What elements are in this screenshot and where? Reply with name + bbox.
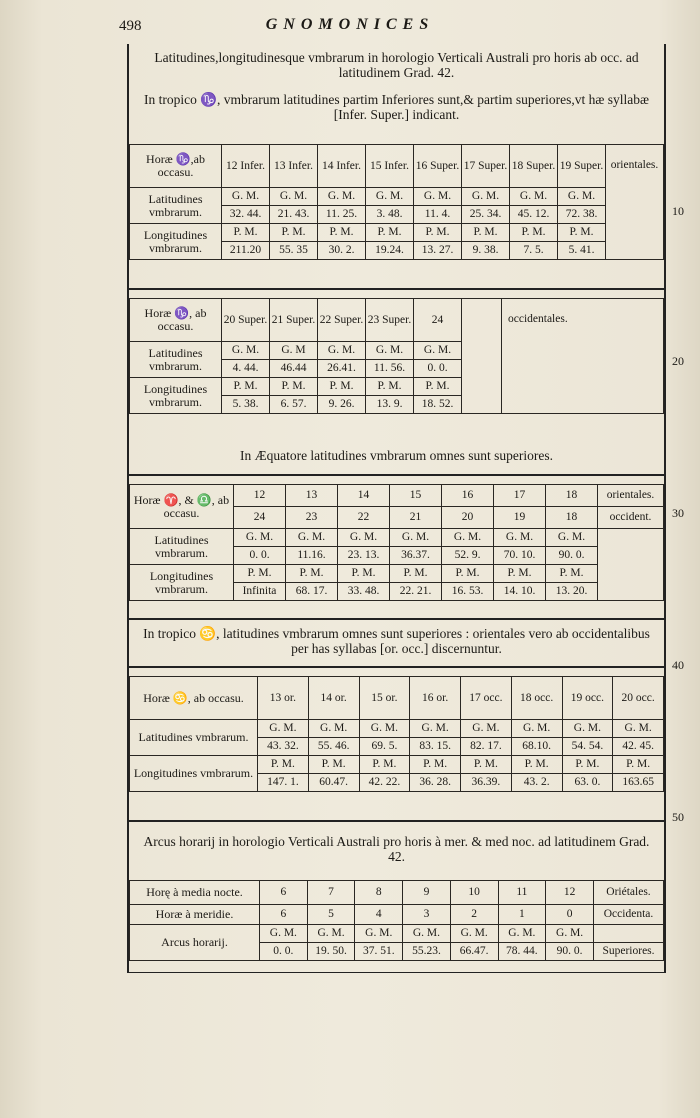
page-number: 498 xyxy=(119,18,142,34)
value-cell: 37. 51. xyxy=(355,943,403,961)
value-cell: 26.41. xyxy=(318,360,366,378)
unit-cell: G. M. xyxy=(318,342,366,360)
value-cell: 14. 10. xyxy=(494,583,546,601)
hour-cell: 14 xyxy=(338,485,390,507)
value-cell: 70. 10. xyxy=(494,547,546,565)
unit-cell: G. M. xyxy=(366,188,414,206)
value-cell: 68.10. xyxy=(511,738,562,756)
caption-3: In tropico ♋, latitudines vmbrarum omnes sunt superiores : orientales vero ab occidentalibus per has syllabas [or. occ.] discernuntur. xyxy=(143,626,650,656)
value-cell: 11. 56. xyxy=(366,360,414,378)
side-label: occidentales. xyxy=(502,299,664,414)
value-cell: 72. 38. xyxy=(558,206,606,224)
margin-number: 50 xyxy=(672,810,684,824)
hour-cell: 16 Super. xyxy=(414,145,462,188)
unit-cell: G. M. xyxy=(286,529,338,547)
hour-cell: 22 xyxy=(338,507,390,529)
row-label: Horæ ♑, ab occasu. xyxy=(130,299,222,342)
divider xyxy=(129,820,664,822)
hour-cell: 14 or. xyxy=(308,677,359,720)
hour-cell: 13 xyxy=(286,485,338,507)
running-head: GNOMONICES xyxy=(265,16,435,33)
hour-cell: 19 Super. xyxy=(558,145,606,188)
hour-cell: 9 xyxy=(403,881,451,905)
row-label: Longitudines vmbrarum. xyxy=(130,756,258,792)
table-row xyxy=(130,529,664,547)
unit-cell: P. M. xyxy=(286,565,338,583)
header-row xyxy=(130,677,664,720)
value-cell: 63. 0. xyxy=(562,774,613,792)
hour-cell: 21 xyxy=(390,507,442,529)
empty-cell xyxy=(462,299,502,414)
margin-number: 30 xyxy=(672,506,684,520)
value-cell: 0. 0. xyxy=(260,943,308,961)
value-cell: 13. 27. xyxy=(414,242,462,260)
value-cell: 55. 46. xyxy=(308,738,359,756)
value-cell: 42. 22. xyxy=(359,774,410,792)
hour-cell: 12 xyxy=(546,881,594,905)
table-capricorn-2 xyxy=(129,298,664,414)
unit-cell: P. M. xyxy=(558,224,606,242)
unit-cell: G. M. xyxy=(234,529,286,547)
unit-cell: P. M. xyxy=(442,565,494,583)
table-capricorn-1 xyxy=(129,144,664,260)
unit-cell: G. M. xyxy=(494,529,546,547)
hour-cell: 20 Super. xyxy=(222,299,270,342)
unit-cell: G. M. xyxy=(308,720,359,738)
value-cell: 7. 5. xyxy=(510,242,558,260)
header-row xyxy=(130,299,664,342)
unit-cell: G. M. xyxy=(410,720,461,738)
row-label: Latitudines vmbrarum. xyxy=(130,720,258,756)
unit-cell: P. M. xyxy=(359,756,410,774)
hour-cell: 24 xyxy=(414,299,462,342)
hour-cell: 15 xyxy=(390,485,442,507)
unit-cell: P. M. xyxy=(511,756,562,774)
unit-cell: P. M. xyxy=(222,224,270,242)
unit-cell: P. M. xyxy=(366,224,414,242)
value-cell: 42. 45. xyxy=(613,738,664,756)
hour-cell: 19 xyxy=(494,507,546,529)
value-cell: 32. 44. xyxy=(222,206,270,224)
divider xyxy=(129,474,664,476)
unit-cell: G. M. xyxy=(222,342,270,360)
value-cell: 78. 44. xyxy=(498,943,546,961)
hour-cell: 17 Super. xyxy=(462,145,510,188)
hour-cell: 15 or. xyxy=(359,677,410,720)
row-label: Horæ ♈, & ♎, ab occasu. xyxy=(130,485,234,529)
hour-cell: 18 xyxy=(546,507,598,529)
hour-cell: 6 xyxy=(260,905,308,925)
value-cell: 25. 34. xyxy=(462,206,510,224)
unit-cell: P. M. xyxy=(390,565,442,583)
value-cell: 45. 12. xyxy=(510,206,558,224)
value-cell: 18. 52. xyxy=(414,396,462,414)
value-cell: 11. 4. xyxy=(414,206,462,224)
unit-cell: P. M. xyxy=(546,565,598,583)
hour-cell: 8 xyxy=(355,881,403,905)
unit-cell: P. M. xyxy=(462,224,510,242)
table-row xyxy=(130,565,664,583)
hour-cell: 21 Super. xyxy=(270,299,318,342)
header-row xyxy=(130,485,664,507)
value-cell: 82. 17. xyxy=(461,738,512,756)
margin-number: 20 xyxy=(672,354,684,368)
table-row xyxy=(130,224,664,242)
value-cell: 36.39. xyxy=(461,774,512,792)
hour-cell: 7 xyxy=(307,881,355,905)
hour-cell: 16 or. xyxy=(410,677,461,720)
value-cell: 11. 25. xyxy=(318,206,366,224)
row-label: Longitudines vmbrarum. xyxy=(130,378,222,414)
row-label: Latitudines vmbrarum. xyxy=(130,529,234,565)
unit-cell: P. M. xyxy=(234,565,286,583)
value-cell: 11.16. xyxy=(286,547,338,565)
unit-cell: G. M. xyxy=(359,720,410,738)
divider xyxy=(129,618,664,620)
empty-cell xyxy=(598,529,664,601)
caption-2: In Æquatore latitudines vmbrarum omnes sunt superiores. xyxy=(239,448,554,463)
hour-cell: 18 xyxy=(546,485,598,507)
value-cell: 13. 9. xyxy=(366,396,414,414)
hour-cell: 16 xyxy=(442,485,494,507)
hour-cell: 19 occ. xyxy=(562,677,613,720)
margin-number: 10 xyxy=(672,204,684,218)
unit-cell: G. M. xyxy=(258,720,309,738)
unit-cell: G. M. xyxy=(403,925,451,943)
unit-cell: P. M. xyxy=(308,756,359,774)
row-label: Longitudines vmbrarum. xyxy=(130,565,234,601)
value-cell: 6. 57. xyxy=(270,396,318,414)
value-cell: 43. 32. xyxy=(258,738,309,756)
hour-cell: 3 xyxy=(403,905,451,925)
value-cell: 5. 38. xyxy=(222,396,270,414)
value-cell: 90. 0. xyxy=(546,943,594,961)
table-row xyxy=(130,925,664,943)
unit-cell: G. M. xyxy=(270,188,318,206)
unit-cell: P. M. xyxy=(222,378,270,396)
unit-cell: G. M. xyxy=(390,529,442,547)
unit-cell: G. M. xyxy=(222,188,270,206)
hour-cell: 13 Infer. xyxy=(270,145,318,188)
hour-cell: 23 xyxy=(286,507,338,529)
hour-cell: 13 or. xyxy=(258,677,309,720)
value-cell: 147. 1. xyxy=(258,774,309,792)
side-label: orientales. xyxy=(606,145,664,260)
value-cell: 68. 17. xyxy=(286,583,338,601)
hour-cell: 12 xyxy=(234,485,286,507)
value-cell: 16. 53. xyxy=(442,583,494,601)
value-cell: 69. 5. xyxy=(359,738,410,756)
row-label: Longitudines vmbrarum. xyxy=(130,224,222,260)
unit-cell: G. M. xyxy=(462,188,510,206)
row-label: Latitudines vmbrarum. xyxy=(130,342,222,378)
row-label: Horæ à meridie. xyxy=(130,905,260,925)
unit-cell: G. M. xyxy=(558,188,606,206)
unit-cell: G. M. xyxy=(461,720,512,738)
value-cell: 0. 0. xyxy=(234,547,286,565)
table-cancer xyxy=(129,676,664,792)
unit-cell: G. M. xyxy=(613,720,664,738)
value-cell: 9. 26. xyxy=(318,396,366,414)
hour-cell: 17 occ. xyxy=(461,677,512,720)
value-cell: 19.24. xyxy=(366,242,414,260)
unit-cell: G. M. xyxy=(450,925,498,943)
hour-cell: 12 Infer. xyxy=(222,145,270,188)
hour-cell: 18 occ. xyxy=(511,677,562,720)
row-label: Horæ ♋, ab occasu. xyxy=(130,677,258,720)
unit-cell: G. M. xyxy=(510,188,558,206)
value-cell: 52. 9. xyxy=(442,547,494,565)
unit-cell: P. M. xyxy=(318,224,366,242)
unit-cell: G. M. xyxy=(355,925,403,943)
hour-cell: 14 Infer. xyxy=(318,145,366,188)
header-row xyxy=(130,145,664,188)
row-label: Horæ ♑,ab occasu. xyxy=(130,145,222,188)
unit-cell: G. M. xyxy=(546,925,594,943)
header-row xyxy=(130,881,664,905)
row-label: Arcus horarij. xyxy=(130,925,260,961)
value-cell: 36. 28. xyxy=(410,774,461,792)
value-cell: 46.44 xyxy=(270,360,318,378)
hour-cell: 6 xyxy=(260,881,308,905)
unit-cell: P. M. xyxy=(318,378,366,396)
hour-cell: 10 xyxy=(450,881,498,905)
value-cell: 90. 0. xyxy=(546,547,598,565)
hour-cell: 5 xyxy=(307,905,355,925)
hour-cell: 22 Super. xyxy=(318,299,366,342)
unit-cell: G. M. xyxy=(366,342,414,360)
unit-cell: G. M. xyxy=(511,720,562,738)
side-label: Occidenta. xyxy=(594,905,664,925)
table-row xyxy=(130,756,664,774)
divider xyxy=(129,666,664,668)
row-label: Latitudines vmbrarum. xyxy=(130,188,222,224)
hour-cell: 0 xyxy=(546,905,594,925)
unit-cell: G. M xyxy=(270,342,318,360)
hour-cell: 23 Super. xyxy=(366,299,414,342)
table-hour-arcs xyxy=(129,880,664,961)
unit-cell: P. M. xyxy=(461,756,512,774)
unit-cell: P. M. xyxy=(414,224,462,242)
value-cell: 3. 48. xyxy=(366,206,414,224)
side-label: orientales. xyxy=(598,485,664,507)
hour-cell: 1 xyxy=(498,905,546,925)
side-label: Oriétales. xyxy=(594,881,664,905)
hour-cell: 11 xyxy=(498,881,546,905)
value-cell: 43. 2. xyxy=(511,774,562,792)
value-cell: 9. 38. xyxy=(462,242,510,260)
hour-cell: 20 xyxy=(442,507,494,529)
unit-cell: G. M. xyxy=(414,342,462,360)
value-cell: 13. 20. xyxy=(546,583,598,601)
value-cell: 19. 50. xyxy=(307,943,355,961)
header-row xyxy=(130,905,664,925)
value-cell: 33. 48. xyxy=(338,583,390,601)
value-cell: 55.23. xyxy=(403,943,451,961)
table-row xyxy=(130,720,664,738)
hour-cell: 18 Super. xyxy=(510,145,558,188)
value-cell: 54. 54. xyxy=(562,738,613,756)
margin-number: 40 xyxy=(672,658,684,672)
hour-cell: 15 Infer. xyxy=(366,145,414,188)
value-cell: 5. 41. xyxy=(558,242,606,260)
subcaption-1: In tropico ♑, vmbrarum latitudines partim Inferiores sunt,& partim superiores,vt hæ syllabæ [Infer. Super.] indicant. xyxy=(144,92,649,122)
unit-cell: G. M. xyxy=(318,188,366,206)
hour-cell: 24 xyxy=(234,507,286,529)
hour-cell: 4 xyxy=(355,905,403,925)
caption-4: Arcus horarij in horologio Verticali Australi pro horis à mer. & med noc. ad latitudinem Grad. 42. xyxy=(143,834,650,864)
value-cell: 21. 43. xyxy=(270,206,318,224)
unit-cell: P. M. xyxy=(410,756,461,774)
divider xyxy=(129,288,664,290)
value-cell: 55. 35 xyxy=(270,242,318,260)
value-cell: 23. 13. xyxy=(338,547,390,565)
value-cell: 211.20 xyxy=(222,242,270,260)
unit-cell: G. M. xyxy=(307,925,355,943)
unit-cell: G. M. xyxy=(260,925,308,943)
unit-cell: P. M. xyxy=(270,224,318,242)
value-cell: 60.47. xyxy=(308,774,359,792)
value-cell: 83. 15. xyxy=(410,738,461,756)
hour-cell: 17 xyxy=(494,485,546,507)
unit-cell: P. M. xyxy=(338,565,390,583)
value-cell: 0. 0. xyxy=(414,360,462,378)
hour-cell: 20 occ. xyxy=(613,677,664,720)
unit-cell: G. M. xyxy=(338,529,390,547)
unit-cell: G. M. xyxy=(498,925,546,943)
unit-cell: G. M. xyxy=(562,720,613,738)
unit-cell: G. M. xyxy=(414,188,462,206)
unit-cell: P. M. xyxy=(414,378,462,396)
unit-cell: P. M. xyxy=(366,378,414,396)
value-cell: 163.65 xyxy=(613,774,664,792)
unit-cell: P. M. xyxy=(258,756,309,774)
unit-cell: P. M. xyxy=(270,378,318,396)
unit-cell: G. M. xyxy=(442,529,494,547)
unit-cell: P. M. xyxy=(510,224,558,242)
value-cell: 30. 2. xyxy=(318,242,366,260)
caption-1: Latitudines,longitudinesque vmbrarum in horologio Verticali Australi pro horis ab occ. ad latitudinem Grad. 42. xyxy=(154,50,639,80)
table-frame xyxy=(127,44,666,973)
unit-cell: P. M. xyxy=(562,756,613,774)
value-cell: 22. 21. xyxy=(390,583,442,601)
value-cell: 36.37. xyxy=(390,547,442,565)
value-cell: 4. 44. xyxy=(222,360,270,378)
table-equator xyxy=(129,484,664,601)
unit-cell: P. M. xyxy=(494,565,546,583)
value-cell: 66.47. xyxy=(450,943,498,961)
row-label: Horę à media nocte. xyxy=(130,881,260,905)
table-row xyxy=(130,188,664,206)
hour-cell: 2 xyxy=(450,905,498,925)
value-cell: Infinita xyxy=(234,583,286,601)
side-label: Superiores. xyxy=(594,943,664,961)
unit-cell: P. M. xyxy=(613,756,664,774)
empty-cell xyxy=(594,925,664,943)
side-label: occident. xyxy=(598,507,664,529)
unit-cell: G. M. xyxy=(546,529,598,547)
